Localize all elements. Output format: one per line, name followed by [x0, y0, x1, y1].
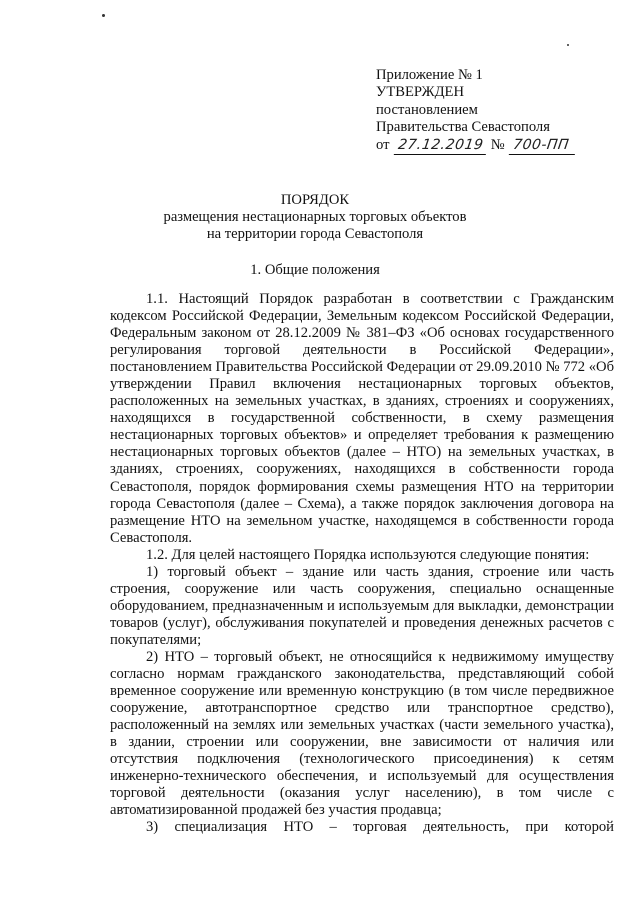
- title-line-3: на территории города Севастополя: [206, 226, 424, 242]
- definition-2: 2) НТО – торговый объект, не относящийся к недвижимому имуществу согласно нормам гражданского законодательства, представляющий собой временное сооружение или временную конструкцию (в том числе передвижное сооружение, автотранспортное средство или транспортное средство), расположенный на землях или земельных участках (части земельного участка), в здании, строении или сооружении, вне зависимости от наличия или отсутствия подключения (технологического присоединения) к сетям инженерно-технического обеспечения, и используемый для осуществления торговой деятельности (оказания услуг населению), в том числе с автоматизированной продажей без участия продавца;: [110, 648, 614, 819]
- document-body: [110, 291, 614, 837]
- title-line-1: ПОРЯДОК: [280, 192, 350, 208]
- date-prefix: от: [376, 136, 390, 153]
- handwritten-number: 700-ПП: [509, 137, 578, 155]
- document-title: [0, 192, 630, 243]
- scan-speck: [102, 14, 105, 17]
- number-prefix: №: [490, 136, 505, 153]
- approved-by-label: постановлением: [376, 101, 478, 118]
- definition-3: 3) специализация НТО – торговая деятельность, при которой: [146, 819, 614, 836]
- date-number-line: [376, 137, 616, 155]
- paragraph-1-1: 1.1. Настоящий Порядок разработан в соответствии с Гражданским кодексом Российской Федерации, Земельным кодексом Российской Федерации, Федеральным законом от 28.12.2009 № 381–ФЗ «Об основах государственного регулирования торговой деятельности в Российской Федерации», постановлением Правительства Российской Федерации от 29.09.2010 № 772 «Об утверждении Правил включения нестационарных торговых объектов, расположенных на земельных участках, в зданиях, строениях и сооружениях, находящихся в государственной собственности, в схему размещения нестационарных торговых объектов» и определяет требования к размещению нестационарных торговых объектов (далее – НТО) на земельных участках, в зданиях, строениях, сооружениях, находящихся в собственности города Севастополя, порядок формирования схемы размещения НТО на территории города Севастополя (далее – Схема), а также порядок заключения договора на размещение НТО на земельном участке, находящемся в собственности города Севастополя.: [110, 291, 614, 546]
- approved-label: УТВЕРЖДЕН: [376, 84, 464, 101]
- paragraph-1-2: 1.2. Для целей настоящего Порядка используются следующие понятия:: [146, 546, 590, 563]
- issuer-label: Правительства Севастополя: [376, 119, 550, 136]
- definition-1: 1) торговый объект – здание или часть здания, строение или часть строения, сооружение или часть сооружения, специально оснащенные оборудованием, предназначенным и используемым для выкладки, демонстрации товаров (услуг), обслуживания покупателей и проведения денежных расчетов с покупателями;: [110, 563, 614, 648]
- handwritten-date: 27.12.2019: [394, 137, 489, 155]
- title-line-2: размещения нестационарных торговых объектов: [163, 209, 467, 225]
- approval-stamp-block: [376, 67, 616, 155]
- section-heading: 1. Общие положения: [250, 262, 380, 278]
- appendix-label: Приложение № 1: [376, 67, 483, 83]
- scan-speck: [567, 44, 569, 46]
